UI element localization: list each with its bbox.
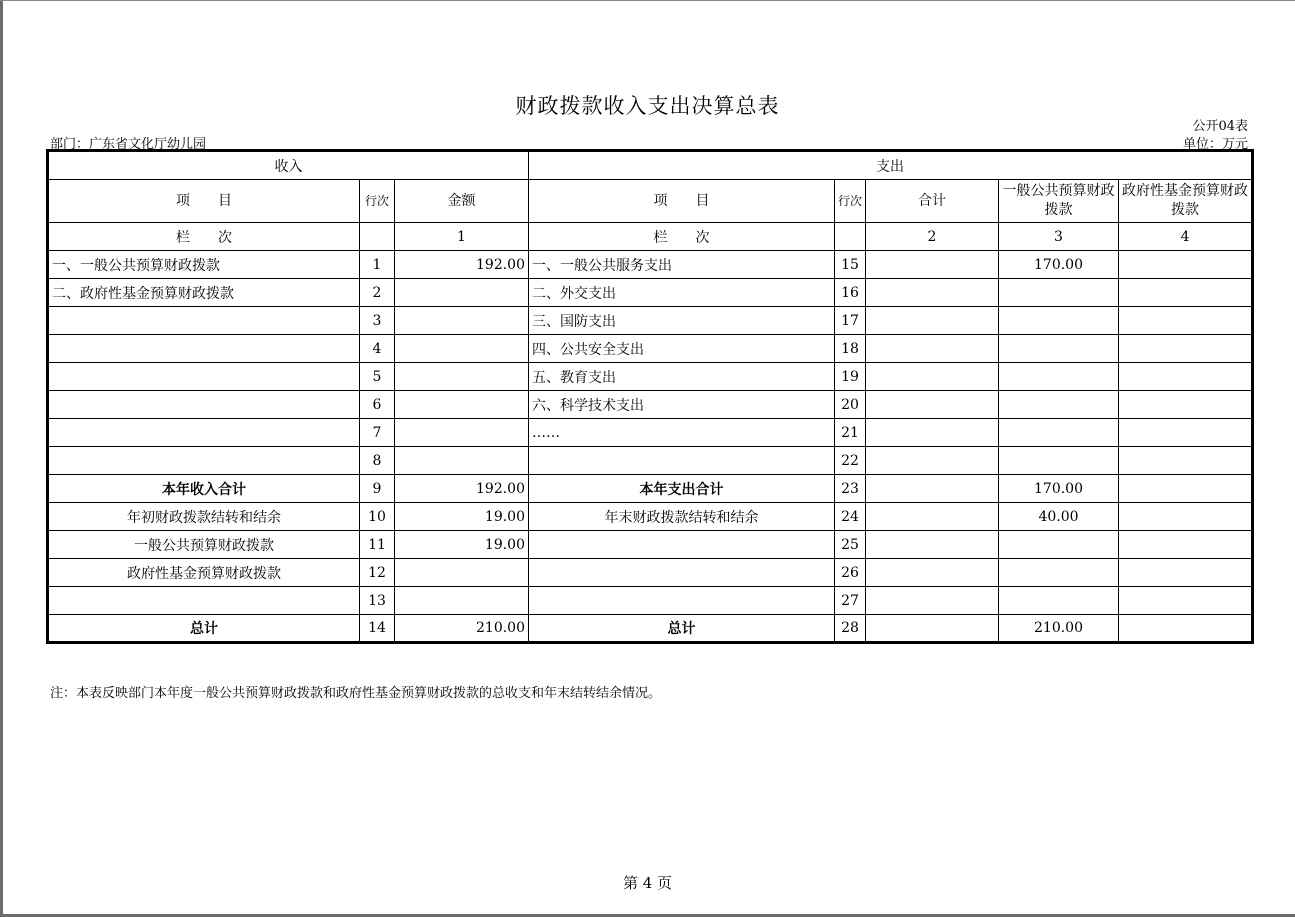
income-item-cell: 政府性基金预算财政拨款 [48,559,360,587]
expense-total-cell [866,475,999,503]
header-general-budget: 一般公共预算财政拨款 [999,180,1119,223]
income-item-cell: 本年收入合计 [48,475,360,503]
col-index-2: 2 [866,223,999,251]
expense-total-cell [866,503,999,531]
expense-line-no-cell: 22 [835,447,866,475]
expense-item-cell: 本年支出合计 [529,475,835,503]
expense-gov-fund-cell [1119,503,1253,531]
table-row [48,391,1253,419]
expense-gov-fund-cell [1119,475,1253,503]
expense-total-cell [866,251,999,279]
table-row [48,559,1253,587]
income-amount-cell [395,335,529,363]
income-line-no-cell: 13 [360,587,395,615]
expense-item-cell [529,531,835,559]
income-item-cell: 总计 [48,615,360,643]
expense-line-no-cell: 16 [835,279,866,307]
income-amount-cell: 19.00 [395,503,529,531]
table-row [48,475,1253,503]
col-label-empty [835,223,866,251]
col-label-income: 栏 次 [48,223,360,251]
income-item-cell [48,363,360,391]
expense-line-no-cell: 19 [835,363,866,391]
table-row [48,531,1253,559]
expense-item-cell [529,447,835,475]
income-item-cell: 二、政府性基金预算财政拨款 [48,279,360,307]
budget-summary-table [46,149,1254,644]
expense-total-cell [866,307,999,335]
form-number: 公开04表 [1192,119,1248,134]
expense-item-cell: 年末财政拨款结转和结余 [529,503,835,531]
expense-gov-fund-cell [1119,419,1253,447]
expense-general-budget-cell: 40.00 [999,503,1119,531]
header-income-line-no: 行次 [360,180,395,223]
expense-item-cell: 五、教育支出 [529,363,835,391]
table-row [48,363,1253,391]
header-row-column-index [48,223,1253,251]
table-row [48,307,1253,335]
expense-line-no-cell: 15 [835,251,866,279]
income-item-cell [48,391,360,419]
table-note: 注：本表反映部门本年度一般公共预算财政拨款和政府性基金预算财政拨款的总收支和年末结转结余情况。 [50,686,662,701]
income-item-cell: 一、一般公共预算财政拨款 [48,251,360,279]
expense-gov-fund-cell [1119,615,1253,643]
col-index-4: 4 [1119,223,1253,251]
income-amount-cell: 210.00 [395,615,529,643]
page-frame-left [0,0,3,917]
income-item-cell [48,587,360,615]
income-amount-cell [395,419,529,447]
expense-general-budget-cell [999,587,1119,615]
income-item-cell: 年初财政拨款结转和结余 [48,503,360,531]
expense-item-cell [529,559,835,587]
expense-gov-fund-cell [1119,251,1253,279]
expense-gov-fund-cell [1119,559,1253,587]
income-line-no-cell: 12 [360,559,395,587]
expense-general-budget-cell: 170.00 [999,475,1119,503]
expense-item-cell [529,587,835,615]
income-amount-cell: 192.00 [395,251,529,279]
unit-label: 单位：万元 [1182,137,1248,152]
expense-line-no-cell: 27 [835,587,866,615]
expense-line-no-cell: 28 [835,615,866,643]
income-amount-cell [395,391,529,419]
expense-general-budget-cell [999,363,1119,391]
income-amount-cell [395,363,529,391]
expense-line-no-cell: 21 [835,419,866,447]
expense-total-cell [866,363,999,391]
expense-item-cell: 六、科学技术支出 [529,391,835,419]
income-amount-cell [395,279,529,307]
income-amount-cell [395,559,529,587]
income-line-no-cell: 7 [360,419,395,447]
col-label-empty [360,223,395,251]
expense-line-no-cell: 17 [835,307,866,335]
expense-item-cell: 二、外交支出 [529,279,835,307]
expense-line-no-cell: 24 [835,503,866,531]
department-label: 部门：广东省文化厅幼儿园 [50,137,207,152]
header-expense-line-no: 行次 [835,180,866,223]
income-line-no-cell: 9 [360,475,395,503]
income-line-no-cell: 1 [360,251,395,279]
expense-total-cell [866,335,999,363]
expense-general-budget-cell [999,419,1119,447]
expense-item-cell: 一、一般公共服务支出 [529,251,835,279]
expense-line-no-cell: 18 [835,335,866,363]
table-row [48,335,1253,363]
expense-line-no-cell: 26 [835,559,866,587]
expense-total-cell [866,279,999,307]
header-income-item: 项 目 [48,180,360,223]
income-line-no-cell: 11 [360,531,395,559]
income-item-cell [48,307,360,335]
header-gov-fund: 政府性基金预算财政拨款 [1119,180,1253,223]
income-amount-cell [395,447,529,475]
income-amount-cell [395,307,529,335]
header-row-section [48,151,1253,180]
income-line-no-cell: 8 [360,447,395,475]
table-row [48,447,1253,475]
income-item-cell [48,419,360,447]
expense-general-budget-cell: 210.00 [999,615,1119,643]
header-income-amount: 金额 [395,180,529,223]
expense-gov-fund-cell [1119,531,1253,559]
expense-gov-fund-cell [1119,335,1253,363]
expense-total-cell [866,559,999,587]
header-income: 收入 [48,151,529,180]
income-line-no-cell: 3 [360,307,395,335]
expense-total-cell [866,587,999,615]
expense-item-cell: …… [529,419,835,447]
expense-total-cell [866,447,999,475]
income-item-cell: 一般公共预算财政拨款 [48,531,360,559]
income-line-no-cell: 10 [360,503,395,531]
page-number: 第 4 页 [622,874,673,892]
expense-general-budget-cell [999,307,1119,335]
expense-general-budget-cell [999,391,1119,419]
header-row-columns [48,180,1253,223]
expense-general-budget-cell [999,559,1119,587]
expense-gov-fund-cell [1119,363,1253,391]
expense-item-cell: 三、国防支出 [529,307,835,335]
expense-total-cell [866,391,999,419]
expense-gov-fund-cell [1119,279,1253,307]
expense-gov-fund-cell [1119,587,1253,615]
table-row [48,503,1253,531]
table-row [48,587,1253,615]
expense-general-budget-cell [999,335,1119,363]
income-item-cell [48,335,360,363]
table-row [48,251,1253,279]
income-line-no-cell: 14 [360,615,395,643]
header-expense-total: 合计 [866,180,999,223]
expense-total-cell [866,615,999,643]
col-index-3: 3 [999,223,1119,251]
header-expense: 支出 [529,151,1253,180]
expense-general-budget-cell [999,279,1119,307]
expense-total-cell [866,419,999,447]
expense-line-no-cell: 20 [835,391,866,419]
expense-line-no-cell: 25 [835,531,866,559]
expense-gov-fund-cell [1119,307,1253,335]
income-amount-cell [395,587,529,615]
income-amount-cell: 192.00 [395,475,529,503]
income-line-no-cell: 6 [360,391,395,419]
income-item-cell [48,447,360,475]
expense-item-cell: 总计 [529,615,835,643]
income-line-no-cell: 4 [360,335,395,363]
table-row [48,419,1253,447]
page-title: 财政拨款收入支出决算总表 [515,94,780,118]
col-label-expense: 栏 次 [529,223,835,251]
income-line-no-cell: 5 [360,363,395,391]
expense-item-cell: 四、公共安全支出 [529,335,835,363]
table-row [48,615,1253,643]
income-line-no-cell: 2 [360,279,395,307]
income-amount-cell: 19.00 [395,531,529,559]
expense-general-budget-cell [999,447,1119,475]
table-row [48,279,1253,307]
col-index-1: 1 [395,223,529,251]
expense-line-no-cell: 23 [835,475,866,503]
page-frame-top [0,0,1295,1]
expense-general-budget-cell: 170.00 [999,251,1119,279]
expense-total-cell [866,531,999,559]
header-expense-item: 项 目 [529,180,835,223]
expense-general-budget-cell [999,531,1119,559]
expense-gov-fund-cell [1119,447,1253,475]
expense-gov-fund-cell [1119,391,1253,419]
